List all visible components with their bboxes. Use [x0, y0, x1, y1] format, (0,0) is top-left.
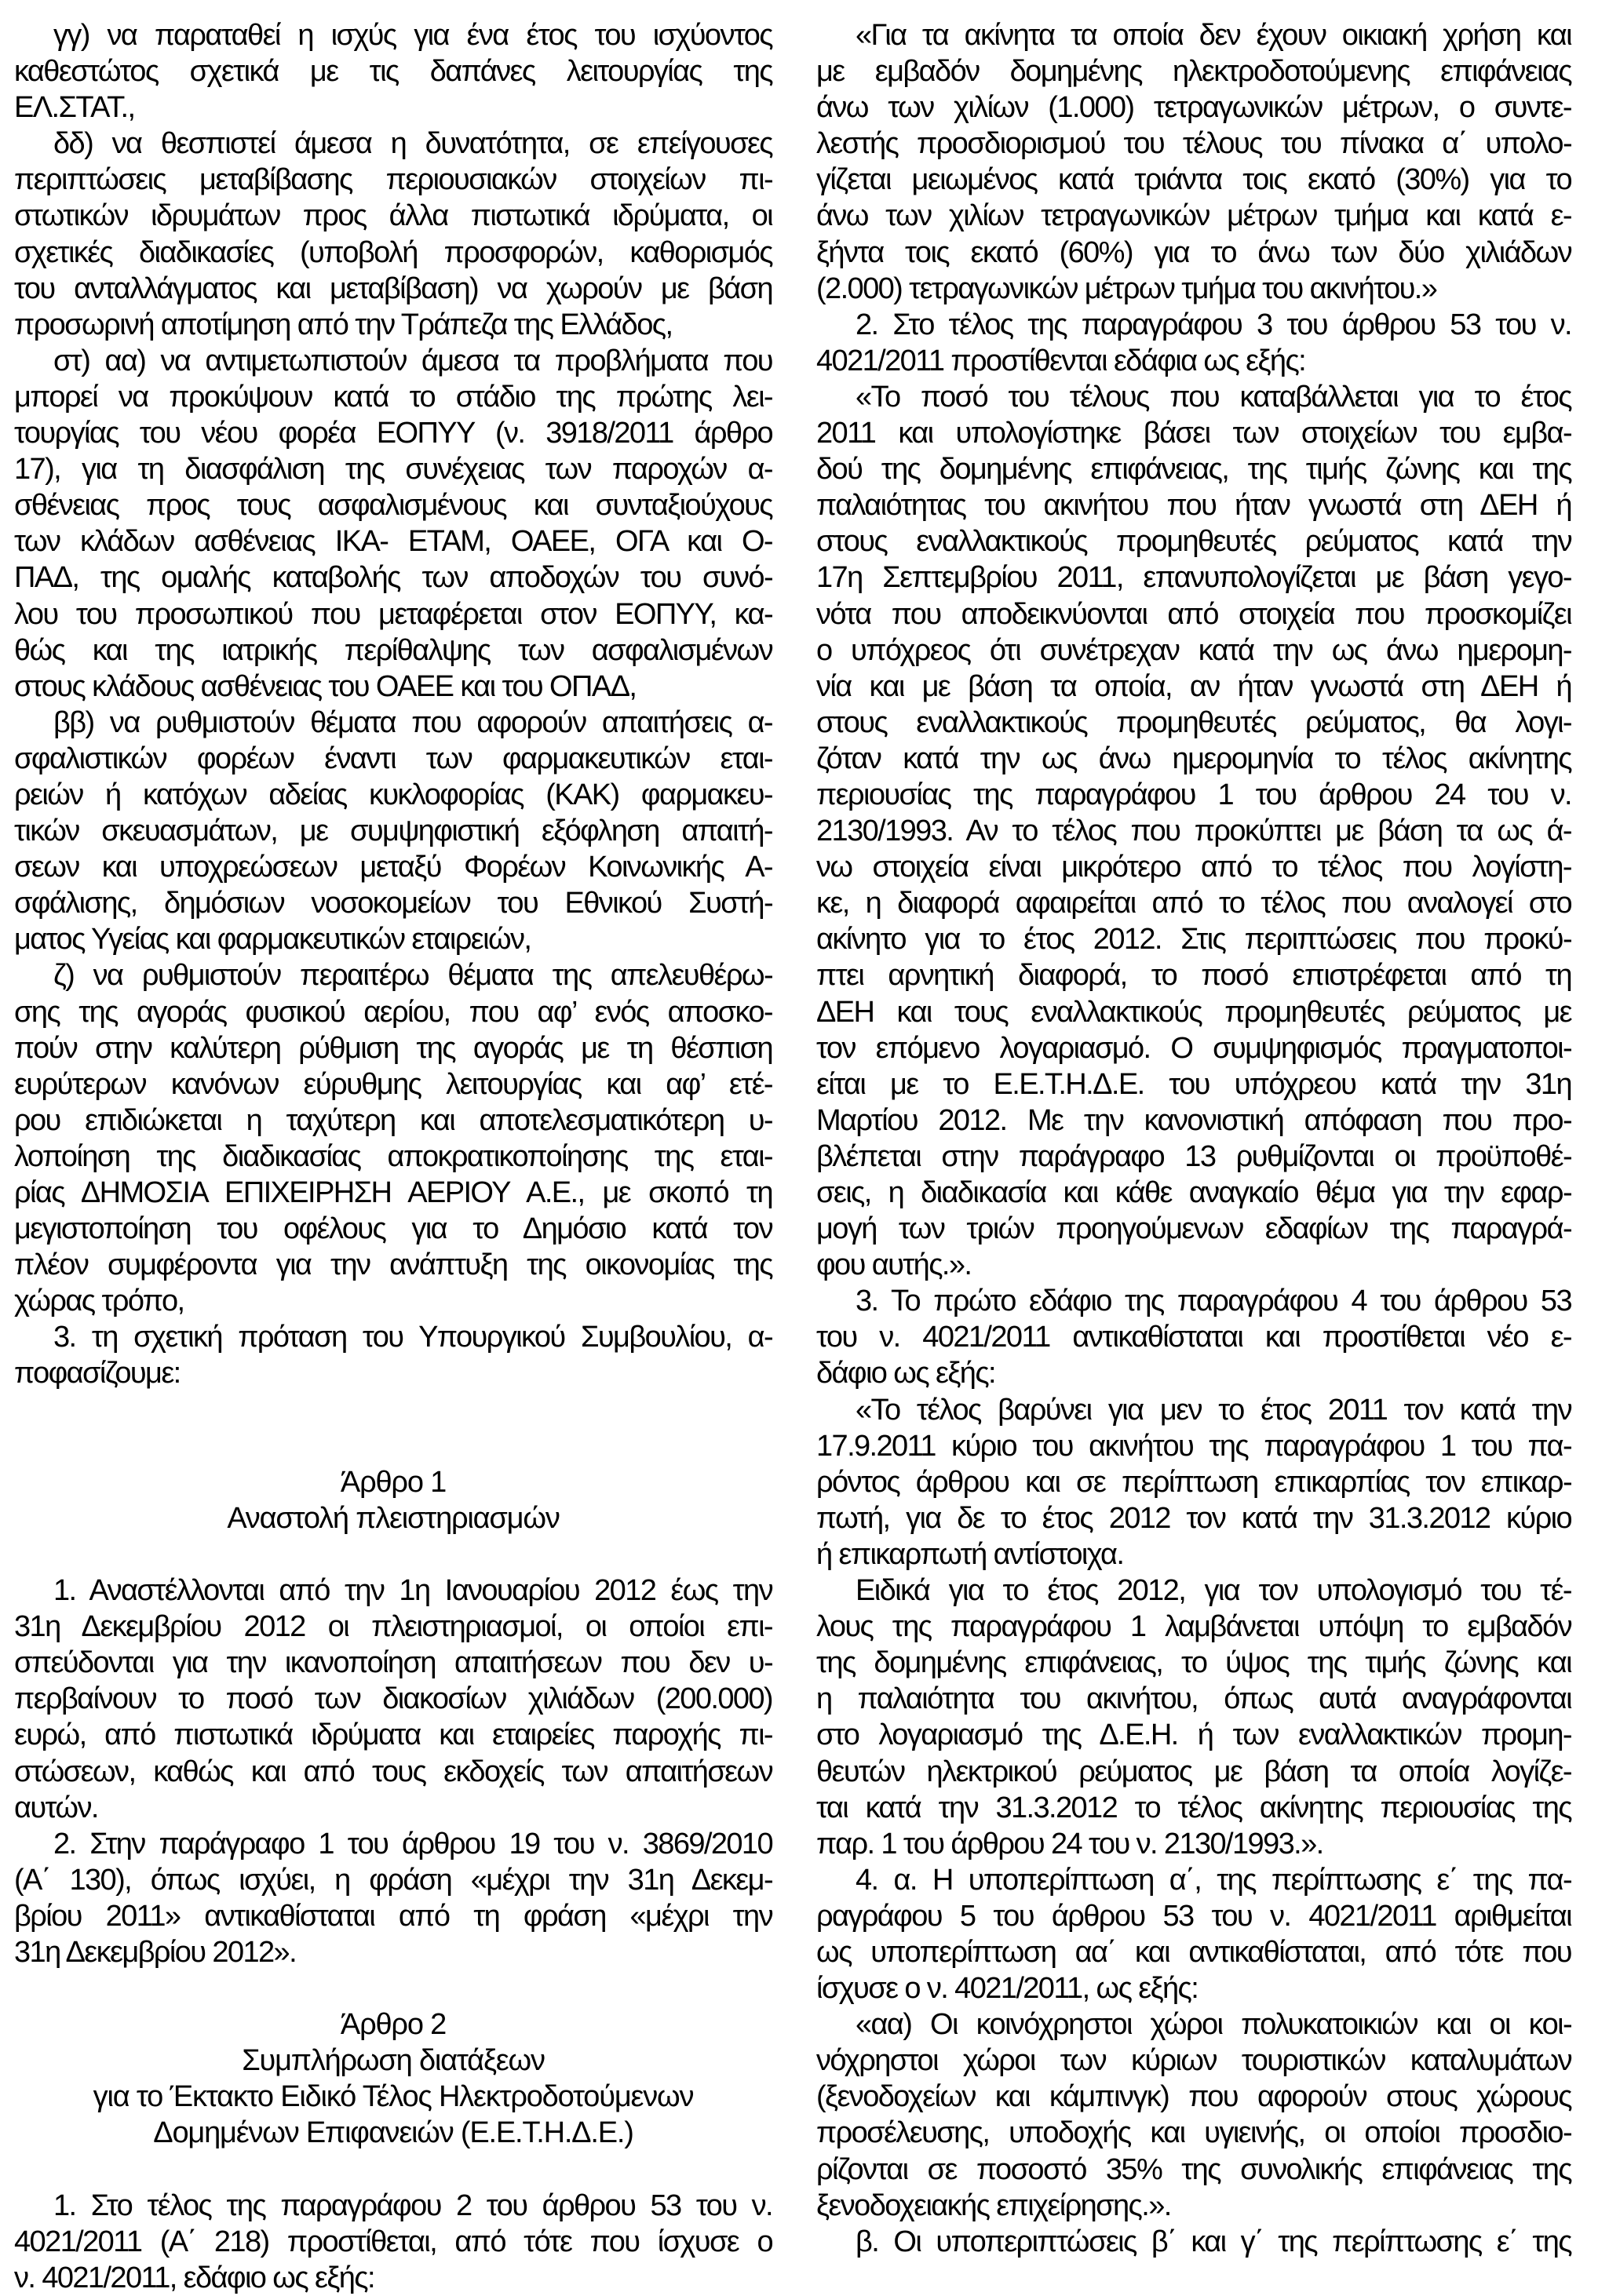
- text-line: ζόταν κατά την ως άνω ημερομηνία το τέλος ακίνητης: [816, 742, 1571, 775]
- text-line: (Α΄ 130), όπως ισχύει, η φράση «μέχρι την 31η Δεκεμ-: [14, 1863, 772, 1897]
- paragraph-first-line: «Το τέλος βαρύνει για μεν το έτος 2011 τον κατά την: [856, 1393, 1571, 1427]
- text-line: στώσεων, καθώς και από τους εκδοχείς των απαιτήσεων: [14, 1755, 772, 1788]
- text-line: σθένειας προς τους ασφαλισμένους και συνταξιούχους: [14, 489, 772, 523]
- paragraph-first-line: «Για τα ακίνητα τα οποία δεν έχουν οικιακή χρήση και: [856, 19, 1571, 52]
- paragraph-last-line: φου αυτής.».: [816, 1248, 972, 1282]
- text-line: προσέλευσης, υποδοχής και υγιεινής, οι οποίοι προσδιο-: [816, 2116, 1571, 2150]
- text-line: σχετικές διαδικασίες (υποβολή προσφορών, καθορισμός: [14, 235, 772, 269]
- text-line: ρίζονται σε ποσοστό 35% της συνολικής επιφάνειας της: [816, 2152, 1571, 2186]
- paragraph-last-line: ματος Υγείας και φαρμακευτικών εταιρειών,: [14, 923, 531, 957]
- left-column: [14, 17, 772, 2296]
- text-line: περβαίνουν το ποσό των διακοσίων χιλιάδων (200.000): [14, 1682, 772, 1716]
- text-line: 17η Σεπτεμβρίου 2011, επανυπολογίζεται με βάση γεγο-: [816, 561, 1571, 595]
- paragraph-first-line: 3. Το πρώτο εδάφιο της παραγράφου 4 του άρθρου 53: [856, 1285, 1571, 1318]
- text-line: τον επόμενο λογαριασμό. Ο συμψηφισμός πραγματοποι-: [816, 1031, 1571, 1065]
- text-line: περιουσίας της παραγράφου 1 του άρθρου 24 του ν.: [816, 778, 1571, 811]
- text-line: λους της παραγράφου 1 λαμβάνεται υπόψη το εμβαδόν: [816, 1610, 1571, 1644]
- paragraph-first-line: «αα) Οι κοινόχρηστοι χώροι πολυκατοικιών και οι κοι-: [856, 2008, 1571, 2042]
- paragraph-first-line: 2. Στο τέλος της παραγράφου 3 του άρθρου 53 του ν.: [856, 308, 1571, 341]
- article-heading-line: Άρθρο 2: [340, 2008, 447, 2042]
- text-line: δού της δομημένης επιφάνειας, της τιμής ζώνης και της: [816, 453, 1571, 487]
- text-line: ρίας ΔΗΜΟΣΙΑ ΕΠΙΧΕΙΡΗΣΗ ΑΕΡΙΟΥ Α.Ε., με σκοπό τη: [14, 1176, 772, 1209]
- paragraph-last-line: ξενοδοχειακής επιχείρησης.».: [816, 2188, 1171, 2222]
- text-line: τικών σκευασμάτων, με συμψηφιστική εξόφληση απαιτή-: [14, 815, 772, 848]
- text-line: ται κατά την 31.3.2012 το τέλος ακίνητης περιουσίας της: [816, 1791, 1571, 1824]
- article-heading-line: για το Έκτακτο Ειδικό Τέλος Ηλεκτροδοτούμενων: [93, 2080, 694, 2114]
- text-line: Μαρτίου 2012. Με την κανονιστική απόφαση που προ-: [816, 1103, 1571, 1137]
- text-line: του ανταλλάγματος και μεταβίβαση) να χωρούν με βάση: [14, 272, 772, 305]
- paragraph-first-line: Ειδικά για το έτος 2012, για τον υπολογισμό του τέ-: [856, 1574, 1571, 1608]
- paragraph-first-line: 2. Στην παράγραφο 1 του άρθρου 19 του ν. 3869/2010: [53, 1827, 772, 1860]
- text-line: η παλαιότητα του ακινήτου, όπως αυτά αναγράφονται: [816, 1682, 1571, 1716]
- paragraph-last-line: ή επικαρπωτή αντίστοιχα.: [816, 1537, 1124, 1571]
- text-line: του ν. 4021/2011 αντικαθίσταται και προστίθεται νέο ε-: [816, 1321, 1571, 1354]
- text-line: περιπτώσεις μεταβίβασης περιουσιακών στοιχείων πι-: [14, 163, 772, 197]
- paragraph-first-line: δδ) να θεσπιστεί άμεσα η δυνατότητα, σε επείγουσες: [53, 127, 772, 161]
- text-line: νόχρηστοι χώροι των κύριων τουριστικών καταλυμάτων: [816, 2044, 1571, 2078]
- text-line: μογή των τριών προηγούμενων εδαφίων της παραγρά-: [816, 1212, 1571, 1246]
- paragraph-last-line: δάφιο ως εξής:: [816, 1357, 995, 1390]
- text-line: ευρύτερων κανόνων εύρυθμης λειτουργίας και αφ’ ετέ-: [14, 1067, 772, 1101]
- paragraph-first-line: 1. Στο τέλος της παραγράφου 2 του άρθρου 53 του ν.: [53, 2188, 772, 2222]
- paragraph-last-line: (2.000) τετραγωνικών μέτρων τμήμα του ακινήτου.»: [816, 272, 1437, 305]
- paragraph-last-line: προσωρινή αποτίμηση από την Τράπεζα της Ελλάδος,: [14, 308, 673, 341]
- text-line: πούν στην καλύτερη ρύθμιση της αγοράς με τη θέσπιση: [14, 1031, 772, 1065]
- text-line: πωτή, για δε το έτος 2012 τον κατά την 31.3.2012 κύριο: [816, 1501, 1571, 1535]
- text-line: λεστής προσδιορισμού του τέλους του πίνακα α΄ υπολο-: [816, 127, 1571, 161]
- text-line: σεις, η διαδικασία και κάθε αναγκαίο θέμα για την εφαρ-: [816, 1176, 1571, 1209]
- paragraph-first-line: 1. Αναστέλλονται από την 1η Ιανουαρίου 2012 έως την: [53, 1574, 772, 1608]
- paragraph-last-line: χώρας τρόπο,: [14, 1285, 184, 1318]
- blank-line: [14, 1970, 772, 2006]
- text-line: ξήντα τοις εκατό (60%) για το άνω των δύο χιλιάδων: [816, 235, 1571, 269]
- article-heading-line: Δομημένων Επιφανειών (Ε.Ε.Τ.Η.Δ.Ε.): [153, 2116, 633, 2150]
- text-line: ΔΕΗ και τους εναλλακτικούς προμηθευτές ρεύματος με: [816, 995, 1571, 1029]
- blank-line: [14, 1392, 772, 1428]
- paragraph-first-line: β. Οι υποπεριπτώσεις β΄ και γ΄ της περίπτωσης ε΄ της: [856, 2225, 1571, 2258]
- paragraph-last-line: αυτών.: [14, 1791, 98, 1824]
- paragraph-first-line: στ) αα) να αντιμετωπιστούν άμεσα τα προβλήματα που: [53, 344, 772, 377]
- text-line: ρειών ή κατόχων αδείας κυκλοφορίας (ΚΑΚ) φαρμακευ-: [14, 778, 772, 811]
- blank-line: [14, 1428, 772, 1464]
- paragraph-first-line: 3. τη σχετική πρόταση του Υπουργικού Συμβουλίου, α-: [53, 1321, 772, 1354]
- text-line: θευτών ηλεκτρικού ρεύματος με βάση τα οποία λογίζε-: [816, 1755, 1571, 1788]
- text-line: σης της αγοράς φυσικού αερίου, που αφ’ ενός αποσκο-: [14, 995, 772, 1029]
- paragraph-last-line: στους κλάδους ασθένειας του ΟΑΕΕ και του ΟΠΑΔ,: [14, 669, 637, 703]
- text-line: σφαλιστικών φορέων έναντι των φαρμακευτικών εται-: [14, 742, 772, 775]
- text-line: σπεύδονται για την ικανοποίηση απαιτήσεων που δεν υ-: [14, 1646, 772, 1680]
- text-line: ρου επιδιώκεται η ταχύτερη και αποτελεσματικότερη υ-: [14, 1103, 772, 1137]
- text-line: μπορεί να προκύψουν κατά το στάδιο της πρώτης λει-: [14, 380, 772, 414]
- text-line: πλέον συμφέροντα για την ανάπτυξη της οικονομίας της: [14, 1248, 772, 1282]
- paragraph-last-line: ΕΛ.ΣΤΑΤ.,: [14, 91, 135, 125]
- text-line: σφάλισης, δημόσιων νοσοκομείων του Εθνικού Συστή-: [14, 887, 772, 920]
- text-line: ΠΑΔ, της ομαλής καταβολής των αποδοχών του συνό-: [14, 561, 772, 595]
- blank-line: [14, 1536, 772, 1573]
- text-line: ραγράφου 5 του άρθρου 53 του ν. 4021/2011 αριθμείται: [816, 1899, 1571, 1933]
- text-line: καθεστώτος σχετικά με τις δαπάνες λειτουργίας της: [14, 55, 772, 89]
- text-line: ρόντος άρθρου και σε περίπτωση επικαρπίας τον επικαρ-: [816, 1465, 1571, 1499]
- text-line: 17), για τη διασφάλιση της συνέχειας των παροχών α-: [14, 453, 772, 487]
- text-line: τουργίας του νέου φορέα ΕΟΠΥΥ (ν. 3918/2011 άρθρο: [14, 417, 772, 450]
- text-line: (ξενοδοχείων και κάμπινγκ) που αφορούν στους χώρους: [816, 2080, 1571, 2114]
- paragraph-last-line: 4021/2011 προστίθενται εδάφια ως εξής:: [816, 344, 1306, 377]
- text-line: των κλάδων ασθένειας ΙΚΑ- ΕΤΑΜ, ΟΑΕΕ, ΟΓΑ και Ο-: [14, 525, 772, 559]
- text-line: με εμβαδόν δομημένης ηλεκτροδοτούμενης επιφάνειας: [816, 55, 1571, 89]
- text-line: στους εναλλακτικούς προμηθευτές ρεύματος, θα λογι-: [816, 705, 1571, 739]
- text-line: γίζεται μειωμένος κατά τριάντα τοις εκατό (30%) για το: [816, 163, 1571, 197]
- paragraph-last-line: 31η Δεκεμβρίου 2012».: [14, 1935, 297, 1969]
- text-line: κε, η διαφορά αφαιρείται από το τέλος που αναλογεί στο: [816, 887, 1571, 920]
- paragraph-first-line: 4. α. Η υποπερίπτωση α΄, της περίπτωσης ε΄ της πα-: [856, 1863, 1571, 1897]
- text-line: νότα που αποδεικνύονται από στοιχεία που προσκομίζει: [816, 597, 1571, 631]
- text-line: ευρώ, από πιστωτικά ιδρύματα και εταιρείες παροχής πι-: [14, 1718, 772, 1752]
- text-line: νω στοιχεία είναι μικρότερο από το τέλος που λογίστη-: [816, 851, 1571, 884]
- text-line: βλέπεται στην παράγραφο 13 ρυθμίζονται οι προϋποθέ-: [816, 1139, 1571, 1173]
- paragraph-last-line: ίσχυσε ο ν. 4021/2011, ως εξής:: [816, 1972, 1199, 2006]
- text-line: λου του προσωπικού που μεταφέρεται στον ΕΟΠΥΥ, κα-: [14, 597, 772, 631]
- text-line: 31η Δεκεμβρίου 2012 οι πλειστηριασμοί, οι οποίοι επι-: [14, 1610, 772, 1644]
- paragraph-first-line: «Το ποσό του τέλους που καταβάλλεται για το έτος: [856, 380, 1571, 414]
- blank-line: [14, 2152, 772, 2188]
- text-line: ως υποπερίπτωση αα΄ και αντικαθίσταται, από τότε που: [816, 1935, 1571, 1969]
- text-line: 2130/1993. Αν το τέλος που προκύπτει με βάση τα ως ά-: [816, 815, 1571, 848]
- paragraph-first-line: γγ) να παραταθεί η ισχύς για ένα έτος του ισχύοντος: [53, 19, 772, 52]
- paragraph-first-line: ββ) να ρυθμιστούν θέματα που αφορούν απαιτήσεις α-: [53, 705, 772, 739]
- text-line: άνω των χιλίων (1.000) τετραγωνικών μέτρων, ο συντε-: [816, 91, 1571, 125]
- text-line: παλαιότητας του ακινήτου που ήταν γνωστά στη ΔΕΗ ή: [816, 489, 1571, 523]
- text-line: θώς και της ιατρικής περίθαλψης των ασφαλισμένων: [14, 633, 772, 667]
- text-line: στο λογαριασμό της Δ.Ε.Η. ή των εναλλακτικών προμη-: [816, 1718, 1571, 1752]
- text-line: ακίνητο για το έτος 2012. Στις περιπτώσεις που προκύ-: [816, 923, 1571, 957]
- text-line: είται με το Ε.Ε.Τ.Η.Δ.Ε. του υπόχρεου κατά την 31η: [816, 1067, 1571, 1101]
- text-line: 4021/2011 (Α΄ 218) προστίθεται, από τότε που ίσχυσε ο: [14, 2225, 772, 2258]
- article-heading-line: Αναστολή πλειστηριασμών: [227, 1501, 560, 1535]
- text-line: ο υπόχρεος ότι συνέτρεχαν κατά την ως άνω ημερομη-: [816, 633, 1571, 667]
- text-line: στους εναλλακτικούς προμηθευτές ρεύματος κατά την: [816, 525, 1571, 559]
- paragraph-last-line: ν. 4021/2011, εδάφιο ως εξής:: [14, 2261, 374, 2294]
- text-line: 2011 και υπολογίστηκε βάσει των στοιχείων του εμβα-: [816, 417, 1571, 450]
- text-line: βρίου 2011» αντικαθίσταται από τη φράση «μέχρι την: [14, 1899, 772, 1933]
- text-line: νία και με βάση τα οποία, αν ήταν γνωστά στη ΔΕΗ ή: [816, 669, 1571, 703]
- text-line: 17.9.2011 κύριο του ακινήτου της παραγράφου 1 του πα-: [816, 1429, 1571, 1463]
- article-heading-line: Συμπλήρωση διατάξεων: [242, 2044, 545, 2078]
- text-line: μεγιστοποίηση του οφέλους για το Δημόσιο κατά τον: [14, 1212, 772, 1246]
- text-line: άνω των χιλίων τετραγωνικών μέτρων τμήμα και κατά ε-: [816, 199, 1571, 233]
- text-line: λοποίηση της διαδικασίας αποκρατικοποίησης της εται-: [14, 1139, 772, 1173]
- paragraph-last-line: παρ. 1 του άρθρου 24 του ν. 2130/1993.».: [816, 1827, 1323, 1860]
- text-line: πτει αρνητική διαφορά, το ποσό επιστρέφεται από τη: [816, 959, 1571, 993]
- text-line: της δομημένης επιφάνειας, το ύψος της τιμής ζώνης και: [816, 1646, 1571, 1680]
- paragraph-first-line: ζ) να ρυθμιστούν περαιτέρω θέματα της απελευθέρω-: [53, 959, 772, 993]
- text-line: στωτικών ιδρυμάτων προς άλλα πιστωτικά ιδρύματα, οι: [14, 199, 772, 233]
- article-heading-line: Άρθρο 1: [340, 1465, 447, 1499]
- paragraph-last-line: ποφασίζουμε:: [14, 1357, 181, 1390]
- right-column: [816, 17, 1571, 2260]
- text-line: σεων και υποχρεώσεων μεταξύ Φορέων Κοινωνικής Α-: [14, 851, 772, 884]
